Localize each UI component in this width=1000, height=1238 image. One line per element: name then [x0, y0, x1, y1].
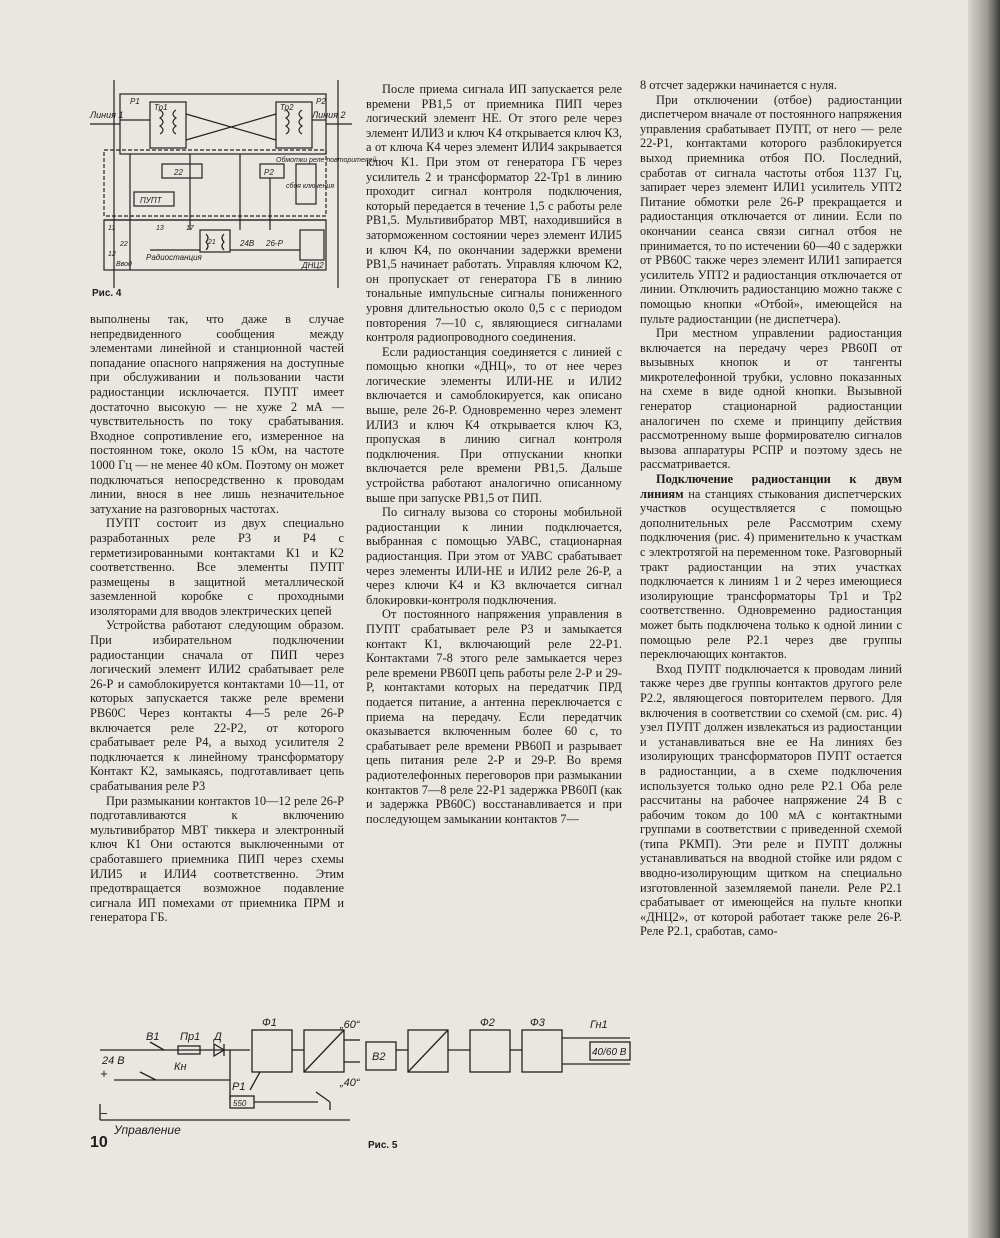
fig5-label-f3: Ф3 — [530, 1017, 545, 1029]
fig5-label-gn1: Гн1 — [590, 1019, 608, 1031]
paragraph-text: на станциях стыкования диспетчерских участков осуществляется с помощью дополнительных реле Рассмотрим схему подключения (рис. 4) применительно к участкам с электротягой на переменном токе. Разговорный тракт радиостанции на этих участках подключается к линиям 1 и 2 через имеющиеся изолирующие трансформаторы Тр1 и Тр2 соответственно. Одновременно радиостанция может быть подключена только к одной линии с помощью реле Р2.1 через две группы переключающих контактов. — [640, 486, 902, 662]
paragraph: Устройства работают следующим образом. При избирательном подключении радиостанции сначала от ПИП через логический элемент ИЛИ2 срабатывает реле 26-Р и самоблокируется контактами 10—11, от которых запускается также реле времени РВ60С Через контакты 4—5 реле 26-Р включается реле 22-Р2, от которого срабатывает реле Р4, а выход усилителя 2 подключается к линейному трансформатору Контакт К2, замыкаясь, подготавливает цепь срабатывания реле Р3 — [90, 618, 344, 793]
paragraph: По сигналу вызова со стороны мобильной радиостанции к линии подключается, выбранная с помощью УАВС, стационарная радиостанция. При этом от УАВС срабатывает через элементы ИЛИ-НЕ и ИЛИ2 реле 26-Р, а через ключи К4 и К3 включается сигнал блокировки-контроля подключения. — [366, 505, 622, 607]
fig4-label-vvod: Ввод — [116, 261, 132, 268]
fig4-label-p1: P1 — [130, 97, 140, 106]
fig5-label-r1: Р1 — [232, 1081, 246, 1093]
fig5-label-40: „40“ — [340, 1077, 360, 1089]
fig4-label-24v: 24В — [240, 239, 255, 248]
fig4-label-tp1: Тр1 — [154, 103, 168, 112]
fig5-label-kn: Кн — [174, 1061, 187, 1073]
fig4-label-22b: 22 — [120, 241, 128, 248]
paragraph: 8 отсчет задержки начинается с нуля. — [640, 78, 837, 92]
paragraph: Если радиостанция соединяется с линией с помощью кнопки «ДНЦ», то от нее через логические элементы ИЛИ-НЕ и ИЛИ2 включается и самоблокируется, как описано выше, реле 26-Р. Одновременно через элемент ИЛИ3 и ключ К4 открывается ключ К3, пропуская в линию сигнал контроля подключения. При отпускании кнопки включается реле времени РВ1,5. Дальше устройства работают аналогично описанному выше при запуске РВ1,5 от ПИП. — [366, 344, 622, 505]
fig4-label-22: 22 — [174, 168, 183, 177]
fig5-label-f1: Ф1 — [262, 1017, 277, 1029]
fig4-label-21: 21 — [208, 239, 216, 246]
paragraph: От постоянного напряжения управления в ПУПТ срабатывает реле Р3 и замыкается контакт К1, включающий реле 22-Р1. Контактами 7-8 этого реле замыкается через реле времени РВ60П цепь работы реле 2-Р и 29-Р, контактами которых на передатчик ПРД подается питание, а антенна переключается с приема на передачу. Если передатчик оказывается включенным более 60 с, то срабатывает реле времени РВ60П и разрывает цепь питания реле 2-Р и 29-Р. Во время радиотелефонных переговоров при размыкании контактов 7—8 реле 22-Р1 задержка РВ60П (как и задержка РВ60С) восстанавливается и при последующем замыкании контактов 7— — [366, 607, 622, 826]
fig5-label-control: Управление — [114, 1123, 181, 1137]
paragraph: ПУПТ состоит из двух специально разработанных реле Р3 и Р4 с герметизированными контактами К1 и К2 соответственно. Все элементы ПУПТ размещены в защитной металлической заземленной коробке с проходными изоляторами для вводов электрических цепей — [90, 516, 344, 618]
paragraph: После приема сигнала ИП запускается реле времени РВ1,5 от приемника ПИП через логический элемент НЕ. От этого реле через элемент ИЛИ3 и ключ К4 открывается ключ К3, а от ключа К4 через элемент ИЛИ4 закрывается ключ К1. При этом от генератора ГБ через усилитель 2 и трансформатор 22-Тр1 в линию проходит сигнал контроля подключения, который передается в течение 1,5 с работы реле РВ1,5. Мультивибратор МВТ, находившийся в заторможенном состоянии через элемент ИЛИ5 и ключ К4, по окончании задержки времени РВ1,5 начинает работать. Управляя ключом К2, он пропускает от генератора ГБ в линию тональные импульсные сигналы пониженного уровня длительностью около 0,5 с с периодом повторения 7—10 с, являющиеся сигналами контроля радиопроводного соединения. — [366, 82, 622, 345]
figure-4-schematic — [90, 80, 377, 288]
paragraph: При размыкании контактов 10—12 реле 26-Р подготавливаются к включению мультивибратор МВТ тиккера и электронный ключ К1 Они остаются выключенными от сработавшего приемника ПИП через схемы ИЛИ5 и ИЛИ4 соответственно. Этим предотвращается возможное подавление сигнала ИП помехами от приемника ПРМ и генератора ГБ. — [90, 793, 344, 925]
fig5-label-plus: + — [100, 1066, 108, 1081]
fig5-label-v2: В2 — [372, 1051, 386, 1063]
section-runin-heading: Подключение радиостанции к двум линиям — [640, 472, 902, 501]
fig5-label-24v: 24 В — [102, 1055, 125, 1067]
fig4-label-line2: Линия 2 — [312, 110, 346, 120]
fig4-label-26r: 26-Р — [266, 239, 283, 248]
text-column-1 — [90, 312, 344, 925]
fig4-label-13: 13 — [156, 225, 164, 232]
fig4-label-uptp: ПУПТ — [140, 196, 162, 205]
text-column-2 — [366, 82, 622, 826]
paragraph: выполнены так, что даже в случае непредвиденного сообщения между элементами линейной и станционной частей попадание опасного напряжения на доступные при обслуживании и пользовании части радиостанции исключается. ПУПТ имеет достаточно высокую — не хуже 2 мА — чувствительность по току срабатывания. Входное сопротивление его, измеренное на постоянном токе, около 15 кОм, на частоте 1000 Гц — не менее 40 кОм. Поэтому он может подключаться непосредственно к проводам линии, внося в нее лишь незначительное затухание на разговорных частотах. — [90, 312, 344, 516]
fig4-label-radiostation: Радиостанция — [146, 253, 202, 262]
figure-4-caption: Рис. 4 — [92, 288, 122, 299]
fig5-label-550: 550 — [233, 1099, 247, 1108]
figure-5-block-diagram — [90, 1010, 630, 1137]
figure-5-caption: Рис. 5 — [368, 1140, 398, 1151]
fig4-label-relay-repeat: Обмотки реле повторителей — [276, 157, 377, 164]
fig4-label-dnc2: ДНЦ2 — [302, 261, 324, 270]
fig4-label-tp2: Тр2 — [280, 103, 294, 112]
paragraph: При местном управлении радиостанция включается на передачу через РВ60П от вызывных кнопок и от тангенты микротелефонной трубки, условно показанных на схеме в виде одной кнопки. Вызывной генератор стационарной радиостанции аналогичен по схеме и принципу действия рассмотренному выше формирователю сигналов вызова аппаратуры РСПР и поэтому здесь не рассматривается. — [640, 326, 902, 472]
fig5-label-out: 40/60 В — [592, 1047, 627, 1058]
paragraph-with-runin — [640, 472, 902, 662]
fig4-label-line1: Линия 1 — [90, 110, 124, 120]
fig5-label-pr1: Пр1 — [180, 1031, 201, 1043]
fig4-label-11: 11 — [108, 225, 116, 232]
fig4-label-p22: P2 — [264, 168, 274, 177]
fig4-label-12: 12 — [108, 251, 116, 258]
paragraph: Вход ПУПТ подключается к проводам линий также через две группы контактов другого реле Р2.2, являющегося повторителем первого. Для включения в соответствии со схемой (см. рис. 4) узел ПУПТ должен извлекаться из радиостанции и устанавливаться вне ее На линиях без изолирующих трансформаторов ПУПТ остается в радиостанции, а в схеме подключения используется только одно реле Р2.1 Оба реле рассчитаны на рабочее напряжение 24 В с рабочим током до 100 мА с контактными группами в соответствии с приведенной схемой (типа РКМП). Эти реле и ПУПТ должны устанавливаться на вводной стойке или рядом с вводно-изолирующим щитком на специально изготовленной заземляемой панели. Реле Р2.1 срабатывает от имеющейся на пульте кнопки «ДНЦ2», от которой работает также реле 26-Р. Реле Р2.1, сработав, само- — [640, 661, 902, 939]
fig5-label-d: Д — [214, 1031, 222, 1043]
page-number: 10 — [90, 1134, 108, 1151]
text-column-3 — [640, 78, 902, 939]
fig5-label-f2: Ф2 — [480, 1017, 495, 1029]
page-binding-shadow — [968, 0, 1000, 1238]
fig5-label-v1: В1 — [146, 1031, 160, 1043]
fig4-label-17: 17 — [186, 225, 194, 232]
paragraph: При отключении (отбое) радиостанции диспетчером вначале от постоянного напряжения управления срабатывает ПУПТ, от него — реле 22-Р1, контактами которого разблокируется выход приемника отбоя ПО. Последний, сработав от сигнала частоты отбоя 1137 Гц, запирает через элемент ИЛИ1 усилитель УПТ2 Питание обмотки реле 26-Р прекращается и радиостанция отключается от линии. Если по окончании сеанса связи сигнал отбоя не принимается, то по истечении 60—40 с задержки от РВ60С также через элемент ИЛИ1 запирается усилитель УПТ2 и радиостанция отключается от линии. Отключить радиостанцию можно также с помощью кнопки «Отбой», имеющейся на пульте радиостанции (не диспетчера). — [640, 92, 902, 326]
fig5-label-minus: − — [100, 1106, 108, 1121]
fig4-label-relay-repeat2: сбоя ключения — [286, 183, 335, 190]
fig5-label-60: „60“ — [340, 1019, 360, 1031]
fig4-label-p2: P2 — [316, 97, 326, 106]
